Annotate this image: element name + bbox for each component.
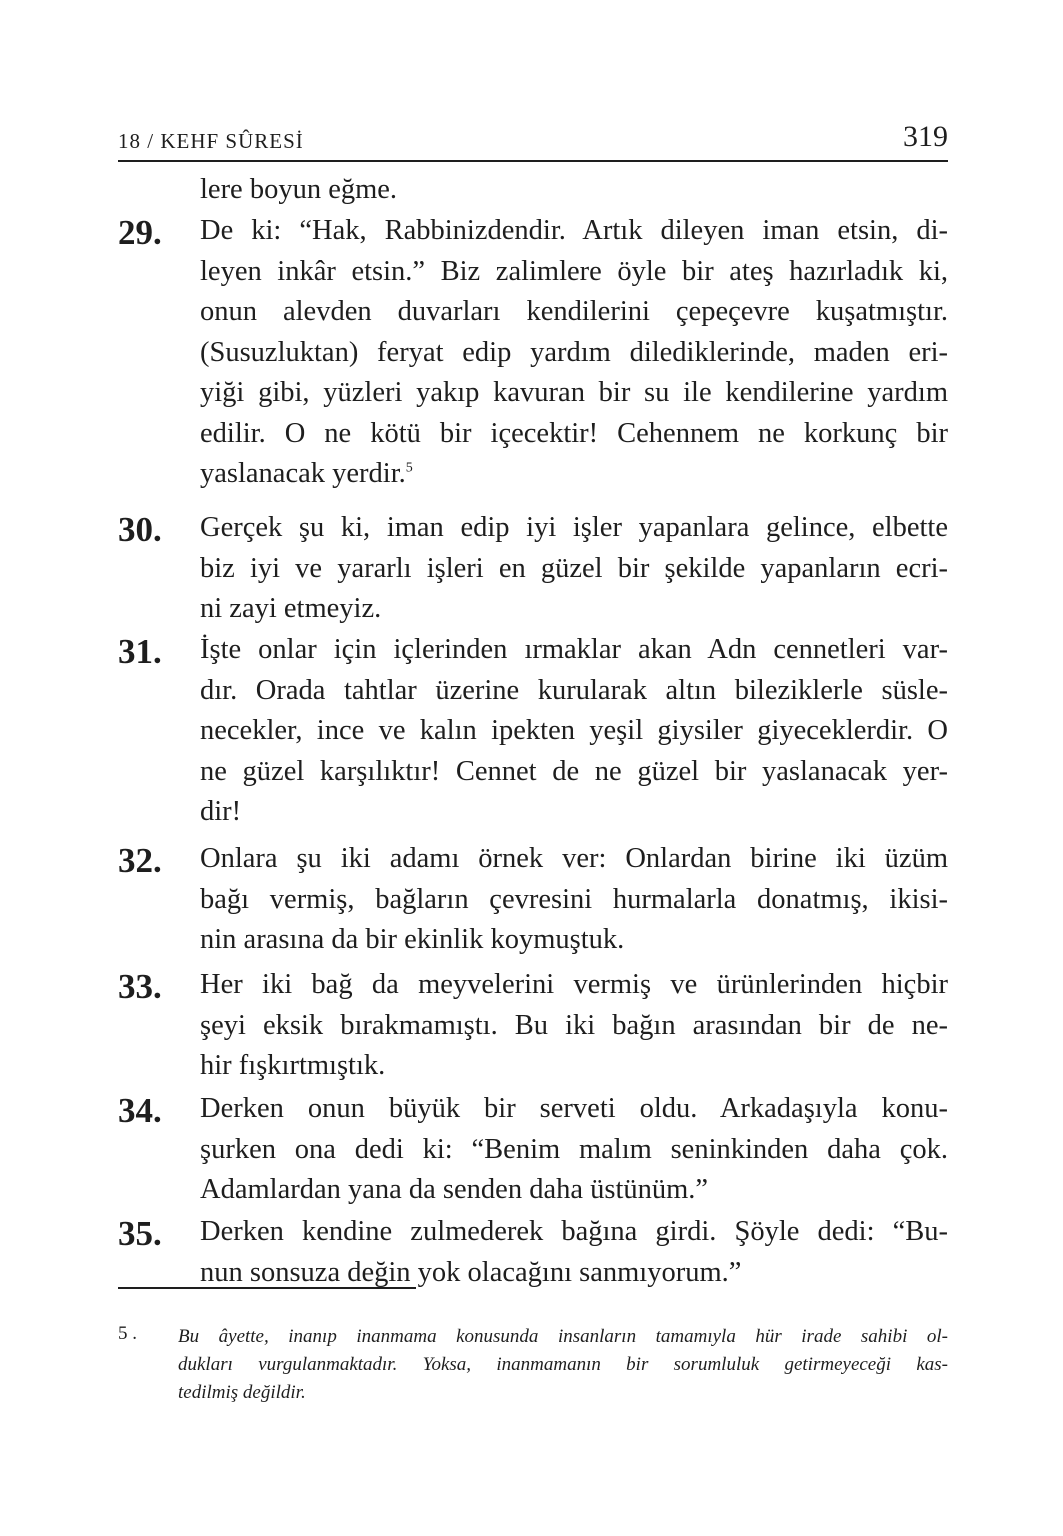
text-line: Derken onun büyük bir serveti oldu. Arkadaşıyla konu- (200, 1093, 948, 1124)
verse-number: 29. (118, 213, 162, 252)
verse-number: 35. (118, 1214, 162, 1253)
verse-number: 33. (118, 967, 162, 1006)
text-line: nin arasına da bir ekinlik koymuştuk. (200, 924, 625, 955)
text-line: Onlara şu iki adamı örnek ver: Onlardan birine iki üzüm (200, 843, 948, 874)
text-line: lere boyun eğme. (200, 174, 398, 205)
page-header (118, 112, 948, 162)
footnote-line: tedilmiş değildir. (178, 1382, 306, 1403)
footnote-line: dukları vurgulanmaktadır. Yoksa, inanmamanın bir sorumluluk getirmeyeceği kas- (178, 1354, 948, 1375)
continuation-text (118, 170, 948, 211)
verse-number: 30. (118, 510, 162, 549)
footnote-divider (118, 1287, 416, 1289)
text-line: dır. Orada tahtlar üzerine kurularak altın bileziklerle süsle- (200, 674, 948, 706)
verse-number: 34. (118, 1091, 162, 1130)
text-line: edilir. O ne kötü bir içecektir! Cehennem ne korkunç bir (200, 417, 948, 449)
verse-number: 31. (118, 632, 162, 671)
text-line-with-footnote (200, 454, 948, 495)
verse-29 (118, 211, 948, 495)
text-line: İşte onlar için içlerinden ırmaklar akan Adn cennetleri var- (200, 634, 948, 665)
verse-33 (118, 965, 948, 1087)
text-line: Her iki bağ da meyvelerini vermiş ve ürünlerinden hiçbir (200, 969, 948, 1000)
text-line: hir fışkırtmıştık. (200, 1050, 386, 1081)
text-line: Gerçek şu ki, iman edip iyi işler yapanlara gelince, elbette (200, 512, 948, 543)
text-line: De ki: “Hak, Rabbinizdendir. Artık dileyen iman etsin, di- (200, 215, 948, 246)
text-line: yiği gibi, yüzleri yakıp kavuran bir su ile kendilerine yardım (200, 377, 948, 408)
text-line: nun sonsuza değin yok olacağını sanmıyorum.” (200, 1256, 742, 1288)
text-line: yaslanacak yerdir. (200, 458, 406, 489)
footnote (118, 1323, 948, 1407)
text-line: biz iyi ve yararlı işleri en güzel bir şekilde yapanların ecri- (200, 552, 948, 584)
verse-35 (118, 1212, 948, 1293)
text-line: onun alevden duvarları kendilerini çepeçevre kuşatmıştır. (200, 296, 948, 327)
verse-31 (118, 630, 948, 833)
text-line: şeyi eksik bırakmamıştı. Bu iki bağın arasından bir de ne- (200, 1009, 948, 1041)
text-line: Adamlardan yana da senden daha üstünüm.” (200, 1174, 709, 1205)
verse-34 (118, 1089, 948, 1211)
text-line: ne güzel karşılıktır! Cennet de ne güzel bir yaslanacak yer- (200, 755, 948, 787)
text-line: (Susuzluktan) feryat edip yardım dilediklerinde, maden eri- (200, 336, 948, 368)
verse-32 (118, 839, 948, 961)
text-line: necekler, ince ve kalın ipekten yeşil giysiler giyeceklerdir. O (200, 715, 948, 746)
text-line: şurken ona dedi ki: “Benim malım seninkinden daha çok. (200, 1133, 948, 1165)
footnote-reference[interactable]: 5 (405, 460, 413, 476)
verse-number: 32. (118, 841, 162, 880)
text-line: Derken kendine zulmederek bağına girdi. Şöyle dedi: “Bu- (200, 1216, 948, 1247)
verse-30 (118, 508, 948, 630)
text-line: bağı vermiş, bağların çevresini hurmalarla donatmış, ikisi- (200, 883, 948, 915)
page-number: 319 (903, 120, 948, 153)
footnote-line: Bu âyette, inanıp inanmama konusunda insanların tamamıyla hür irade sahibi ol- (178, 1326, 948, 1347)
running-title: 18 / KEHF SÛRESİ (118, 129, 304, 153)
text-line: ni zayi etmeyiz. (200, 593, 382, 624)
text-line: dir! (200, 796, 242, 827)
footnote-number: 5 . (118, 1323, 137, 1344)
text-line: leyen inkâr etsin.” Biz zalimlere öyle bir ateş hazırladık ki, (200, 255, 948, 287)
